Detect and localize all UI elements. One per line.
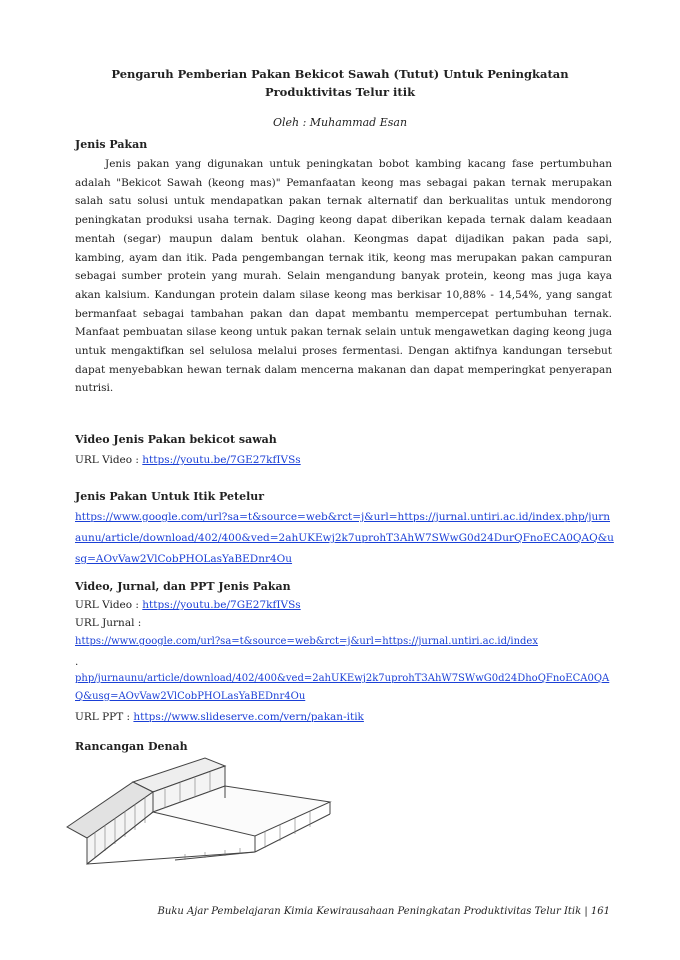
ppt-url-line xyxy=(75,711,364,723)
video-url-label-2: URL Video : xyxy=(75,599,143,611)
section-heading-jenis-pakan-itik: Jenis Pakan Untuk Itik Petelur xyxy=(75,490,265,503)
ppt-url-link[interactable]: https://www.slideserve.com/vern/pakan-itik xyxy=(133,711,364,723)
document-title xyxy=(80,65,600,101)
title-line-1: Pengaruh Pemberian Pakan Bekicot Sawah (Tutut) Untuk Peningkatan xyxy=(111,67,569,81)
video-url-line-2 xyxy=(75,599,301,611)
floor-plan-drawing xyxy=(65,752,355,872)
ppt-url-label: URL PPT : xyxy=(75,711,134,723)
body-paragraph: Jenis pakan yang digunakan untuk peningkatan bobot kambing kacang fase pertumbuhan adalah "Bekicot Sawah (keong mas)" Pemanfaatan keong mas sebagai pakan ternak merupakan salah satu solusi untuk mendapatkan pakan ternak alternatif dan berkualitas untuk mendorong peningkatan produksi usaha ternak. Daging keong dapat diberikan kepada ternak dalam keadaan mentah (segar) maupun dalam bentuk olahan. Keongmas dapat dijadikan pakan pada sapi, kambing, ayam dan itik. Pada pengembangan ternak itik, keong mas merupakan pakan campuran sebagai sumber protein yang murah. Selain mengandung banyak protein, keong mas juga kaya akan kalsium. Kandungan protein dalam silase keong mas berkisar 10,88% - 14,54%, yang sangat bermanfaat sebagai tambahan pakan dan dapat membantu mempercepat pertumbuhan ternak. Manfaat pembuatan silase keong untuk pakan ternak selain untuk mengawetkan daging keong juga untuk mengaktifkan sel selulosa melalui proses fermentasi. Dengan aktifnya kandungan tersebut dapat menyebabkan hewan ternak dalam mencerna makanan dan dapat memperingkat penyerapan nutrisi. xyxy=(75,158,612,395)
video-url-link-2[interactable]: https://youtu.be/7GE27kfIVSs xyxy=(142,599,301,611)
jurnal-url-link-line-2[interactable]: php/jurnaunu/article/download/402/400&ved=2ahUKEwj2k7uprohT3AhW7SWwG0d24DhoQFnoECA0QAQ&usg=AOvVaw2VlCobPHOLasYaBEDnr4Ou xyxy=(75,673,610,702)
section-heading-jenis-pakan: Jenis Pakan xyxy=(75,138,148,151)
jurnal-url-link-line-1[interactable]: https://www.google.com/url?sa=t&source=web&rct=j&url=https://jurnal.untiri.ac.id/index xyxy=(75,636,538,647)
section-heading-video: Video Jenis Pakan bekicot sawah xyxy=(75,433,277,446)
video-url-line xyxy=(75,454,301,466)
section-heading-video-jurnal-ppt: Video, Jurnal, dan PPT Jenis Pakan xyxy=(75,580,291,593)
author-line: Oleh : Muhammad Esan xyxy=(272,116,408,129)
section-heading-rancangan-denah: Rancangan Denah xyxy=(75,740,188,753)
journal-url-link[interactable]: https://www.google.com/url?sa=t&source=web&rct=j&url=https://jurnal.untiri.ac.id/index.php/jurnaunu/article/download/402/400&ved=2ahUKEwj2k7uprohT3AhW7SWwG0d24DurQFnoECA0QAQ&usg=AOvVaw2VlCobPHOLasYaBEDnr4Ou xyxy=(75,511,614,565)
title-line-2: Produktivitas Telur itik xyxy=(264,85,416,99)
jurnal-url-label: URL Jurnal : xyxy=(75,617,142,629)
video-url-label: URL Video : xyxy=(75,454,143,466)
video-url-link[interactable]: https://youtu.be/7GE27kfIVSs xyxy=(142,454,301,466)
page-footer: Buku Ajar Pembelajaran Kimia Kewirausahaan Peningkatan Produktivitas Telur Itik | 161 xyxy=(157,906,610,917)
jurnal-url-dot: . xyxy=(75,656,79,668)
